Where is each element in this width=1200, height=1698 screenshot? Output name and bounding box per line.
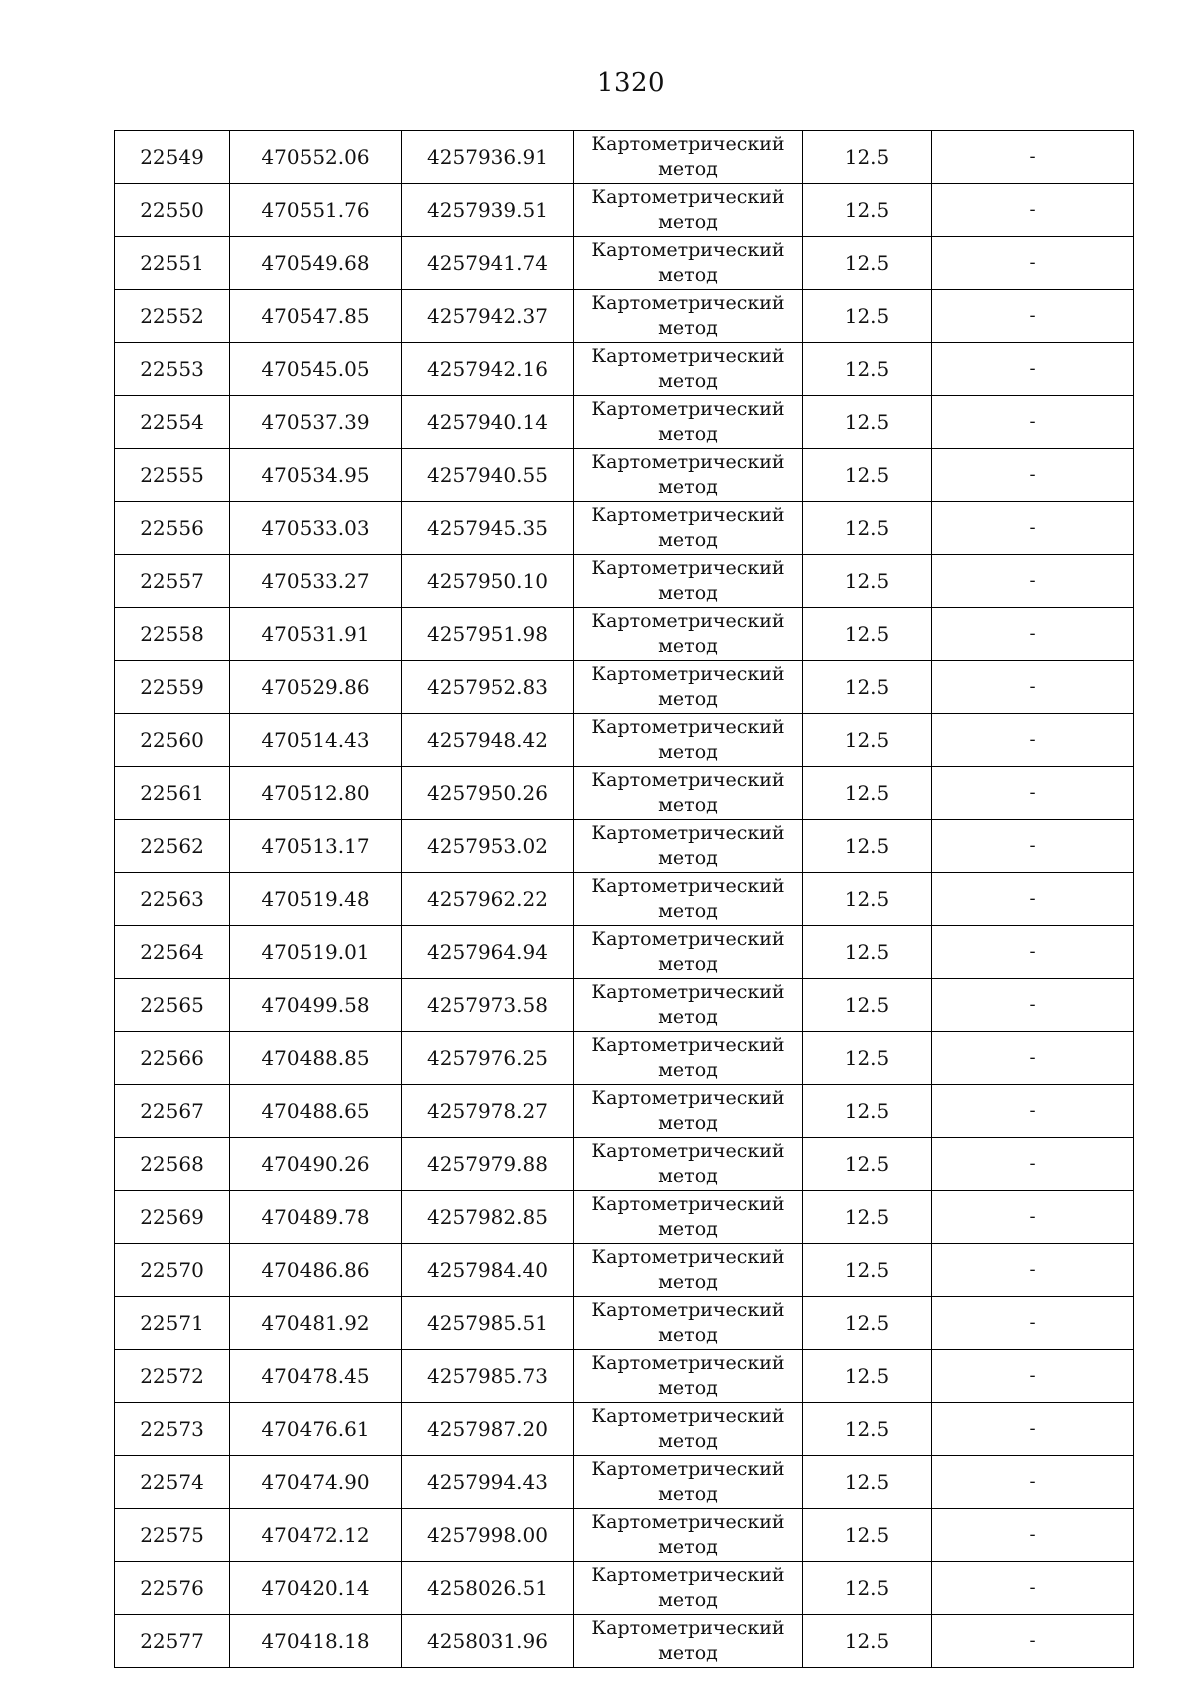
x-coordinate-cell: 470499.58 <box>230 979 402 1032</box>
y-coordinate-cell: 4257976.25 <box>402 1032 574 1085</box>
y-coordinate-cell: 4257952.83 <box>402 661 574 714</box>
point-number-cell: 22549 <box>115 131 230 184</box>
point-number-cell: 22576 <box>115 1562 230 1615</box>
point-number-cell: 22553 <box>115 343 230 396</box>
method-line-1: Картометрический <box>591 1087 785 1109</box>
note-cell: - <box>932 979 1134 1032</box>
method-line-2: метод <box>658 1642 718 1664</box>
accuracy-cell: 12.5 <box>803 1191 932 1244</box>
method-line-2: метод <box>658 1006 718 1028</box>
method-line-1: Картометрический <box>591 610 785 632</box>
method-line-2: метод <box>658 1536 718 1558</box>
method-line-2: метод <box>658 582 718 604</box>
method-line-2: метод <box>658 423 718 445</box>
method-cell <box>574 767 803 820</box>
point-number-cell: 22561 <box>115 767 230 820</box>
method-line-2: метод <box>658 688 718 710</box>
point-number-cell: 22559 <box>115 661 230 714</box>
point-number-cell: 22564 <box>115 926 230 979</box>
accuracy-cell: 12.5 <box>803 1350 932 1403</box>
note-cell: - <box>932 1191 1134 1244</box>
method-cell <box>574 820 803 873</box>
note-cell: - <box>932 661 1134 714</box>
accuracy-cell: 12.5 <box>803 237 932 290</box>
table-row <box>115 714 1134 767</box>
method-line-2: метод <box>658 1483 718 1505</box>
x-coordinate-cell: 470533.03 <box>230 502 402 555</box>
table-row <box>115 290 1134 343</box>
point-number-cell: 22552 <box>115 290 230 343</box>
note-cell: - <box>932 237 1134 290</box>
method-cell <box>574 396 803 449</box>
y-coordinate-cell: 4257973.58 <box>402 979 574 1032</box>
point-number-cell: 22569 <box>115 1191 230 1244</box>
table-row <box>115 131 1134 184</box>
x-coordinate-cell: 470551.76 <box>230 184 402 237</box>
point-number-cell: 22568 <box>115 1138 230 1191</box>
table-row <box>115 343 1134 396</box>
note-cell: - <box>932 1244 1134 1297</box>
method-line-1: Картометрический <box>591 875 785 897</box>
accuracy-cell: 12.5 <box>803 343 932 396</box>
method-cell <box>574 1138 803 1191</box>
method-line-1: Картометрический <box>591 398 785 420</box>
method-line-2: метод <box>658 317 718 339</box>
method-line-1: Картометрический <box>591 1246 785 1268</box>
method-line-2: метод <box>658 1271 718 1293</box>
table-row <box>115 1350 1134 1403</box>
method-line-2: метод <box>658 1430 718 1452</box>
accuracy-cell: 12.5 <box>803 979 932 1032</box>
accuracy-cell: 12.5 <box>803 449 932 502</box>
method-cell <box>574 1456 803 1509</box>
y-coordinate-cell: 4257984.40 <box>402 1244 574 1297</box>
x-coordinate-cell: 470488.85 <box>230 1032 402 1085</box>
method-cell <box>574 661 803 714</box>
x-coordinate-cell: 470420.14 <box>230 1562 402 1615</box>
method-line-2: метод <box>658 1112 718 1134</box>
accuracy-cell: 12.5 <box>803 714 932 767</box>
method-line-1: Картометрический <box>591 1617 785 1639</box>
method-cell <box>574 1350 803 1403</box>
method-cell <box>574 1085 803 1138</box>
y-coordinate-cell: 4257939.51 <box>402 184 574 237</box>
note-cell: - <box>932 767 1134 820</box>
method-line-2: метод <box>658 953 718 975</box>
y-coordinate-cell: 4257942.16 <box>402 343 574 396</box>
x-coordinate-cell: 470537.39 <box>230 396 402 449</box>
point-number-cell: 22557 <box>115 555 230 608</box>
y-coordinate-cell: 4257994.43 <box>402 1456 574 1509</box>
point-number-cell: 22565 <box>115 979 230 1032</box>
x-coordinate-cell: 470418.18 <box>230 1615 402 1668</box>
accuracy-cell: 12.5 <box>803 608 932 661</box>
method-line-2: метод <box>658 264 718 286</box>
note-cell: - <box>932 1138 1134 1191</box>
method-cell <box>574 979 803 1032</box>
x-coordinate-cell: 470529.86 <box>230 661 402 714</box>
method-line-1: Картометрический <box>591 663 785 685</box>
y-coordinate-cell: 4257979.88 <box>402 1138 574 1191</box>
table-row <box>115 1191 1134 1244</box>
accuracy-cell: 12.5 <box>803 184 932 237</box>
x-coordinate-cell: 470476.61 <box>230 1403 402 1456</box>
x-coordinate-cell: 470488.65 <box>230 1085 402 1138</box>
x-coordinate-cell: 470519.01 <box>230 926 402 979</box>
table-row <box>115 820 1134 873</box>
method-line-2: метод <box>658 1218 718 1240</box>
point-number-cell: 22551 <box>115 237 230 290</box>
point-number-cell: 22554 <box>115 396 230 449</box>
note-cell: - <box>932 502 1134 555</box>
accuracy-cell: 12.5 <box>803 502 932 555</box>
table-row <box>115 661 1134 714</box>
table-row <box>115 502 1134 555</box>
y-coordinate-cell: 4257998.00 <box>402 1509 574 1562</box>
y-coordinate-cell: 4257962.22 <box>402 873 574 926</box>
method-line-1: Картометрический <box>591 769 785 791</box>
table-row <box>115 873 1134 926</box>
method-cell <box>574 1403 803 1456</box>
x-coordinate-cell: 470531.91 <box>230 608 402 661</box>
accuracy-cell: 12.5 <box>803 1509 932 1562</box>
y-coordinate-cell: 4257978.27 <box>402 1085 574 1138</box>
x-coordinate-cell: 470478.45 <box>230 1350 402 1403</box>
accuracy-cell: 12.5 <box>803 873 932 926</box>
note-cell: - <box>932 1085 1134 1138</box>
method-line-1: Картометрический <box>591 1193 785 1215</box>
note-cell: - <box>932 131 1134 184</box>
x-coordinate-cell: 470514.43 <box>230 714 402 767</box>
point-number-cell: 22571 <box>115 1297 230 1350</box>
x-coordinate-cell: 470486.86 <box>230 1244 402 1297</box>
table-row <box>115 1032 1134 1085</box>
x-coordinate-cell: 470545.05 <box>230 343 402 396</box>
note-cell: - <box>932 1403 1134 1456</box>
table-row <box>115 1509 1134 1562</box>
method-line-1: Картометрический <box>591 1299 785 1321</box>
point-number-cell: 22556 <box>115 502 230 555</box>
accuracy-cell: 12.5 <box>803 1297 932 1350</box>
note-cell: - <box>932 396 1134 449</box>
accuracy-cell: 12.5 <box>803 767 932 820</box>
table-row <box>115 1244 1134 1297</box>
y-coordinate-cell: 4258026.51 <box>402 1562 574 1615</box>
y-coordinate-cell: 4257982.85 <box>402 1191 574 1244</box>
point-number-cell: 22572 <box>115 1350 230 1403</box>
method-line-1: Картометрический <box>591 1511 785 1533</box>
y-coordinate-cell: 4257940.55 <box>402 449 574 502</box>
method-line-1: Картометрический <box>591 133 785 155</box>
table-row <box>115 396 1134 449</box>
method-cell <box>574 555 803 608</box>
accuracy-cell: 12.5 <box>803 1403 932 1456</box>
y-coordinate-cell: 4257985.73 <box>402 1350 574 1403</box>
table-row <box>115 926 1134 979</box>
x-coordinate-cell: 470549.68 <box>230 237 402 290</box>
page-number: 1320 <box>596 68 666 98</box>
method-line-2: метод <box>658 370 718 392</box>
x-coordinate-cell: 470547.85 <box>230 290 402 343</box>
x-coordinate-cell: 470534.95 <box>230 449 402 502</box>
x-coordinate-cell: 470533.27 <box>230 555 402 608</box>
accuracy-cell: 12.5 <box>803 1085 932 1138</box>
x-coordinate-cell: 470472.12 <box>230 1509 402 1562</box>
accuracy-cell: 12.5 <box>803 396 932 449</box>
x-coordinate-cell: 470552.06 <box>230 131 402 184</box>
method-line-2: метод <box>658 1589 718 1611</box>
table-row <box>115 1562 1134 1615</box>
method-line-1: Картометрический <box>591 1458 785 1480</box>
method-line-1: Картометрический <box>591 504 785 526</box>
table-row <box>115 1615 1134 1668</box>
y-coordinate-cell: 4257985.51 <box>402 1297 574 1350</box>
note-cell: - <box>932 608 1134 661</box>
point-number-cell: 22566 <box>115 1032 230 1085</box>
point-number-cell: 22573 <box>115 1403 230 1456</box>
method-cell <box>574 714 803 767</box>
note-cell: - <box>932 343 1134 396</box>
x-coordinate-cell: 470489.78 <box>230 1191 402 1244</box>
method-cell <box>574 290 803 343</box>
method-line-1: Картометрический <box>591 186 785 208</box>
y-coordinate-cell: 4257987.20 <box>402 1403 574 1456</box>
method-cell <box>574 184 803 237</box>
method-line-2: метод <box>658 794 718 816</box>
point-number-cell: 22550 <box>115 184 230 237</box>
method-cell <box>574 1191 803 1244</box>
point-number-cell: 22555 <box>115 449 230 502</box>
method-line-1: Картометрический <box>591 1564 785 1586</box>
method-cell <box>574 873 803 926</box>
y-coordinate-cell: 4258031.96 <box>402 1615 574 1668</box>
point-number-cell: 22563 <box>115 873 230 926</box>
method-line-2: метод <box>658 635 718 657</box>
note-cell: - <box>932 290 1134 343</box>
x-coordinate-cell: 470519.48 <box>230 873 402 926</box>
point-number-cell: 22560 <box>115 714 230 767</box>
table-row <box>115 608 1134 661</box>
method-line-1: Картометрический <box>591 1405 785 1427</box>
method-cell <box>574 502 803 555</box>
x-coordinate-cell: 470513.17 <box>230 820 402 873</box>
method-cell <box>574 237 803 290</box>
y-coordinate-cell: 4257942.37 <box>402 290 574 343</box>
accuracy-cell: 12.5 <box>803 1138 932 1191</box>
note-cell: - <box>932 1032 1134 1085</box>
table-row <box>115 1085 1134 1138</box>
method-line-2: метод <box>658 211 718 233</box>
note-cell: - <box>932 926 1134 979</box>
method-line-2: метод <box>658 741 718 763</box>
method-cell <box>574 926 803 979</box>
table-row <box>115 979 1134 1032</box>
accuracy-cell: 12.5 <box>803 131 932 184</box>
accuracy-cell: 12.5 <box>803 926 932 979</box>
note-cell: - <box>932 1350 1134 1403</box>
method-line-1: Картометрический <box>591 822 785 844</box>
table-row <box>115 1297 1134 1350</box>
point-number-cell: 22567 <box>115 1085 230 1138</box>
method-cell <box>574 608 803 661</box>
y-coordinate-cell: 4257951.98 <box>402 608 574 661</box>
coordinates-table <box>114 130 1134 1668</box>
method-line-2: метод <box>658 900 718 922</box>
y-coordinate-cell: 4257964.94 <box>402 926 574 979</box>
method-line-1: Картометрический <box>591 345 785 367</box>
note-cell: - <box>932 1615 1134 1668</box>
table-row <box>115 184 1134 237</box>
accuracy-cell: 12.5 <box>803 290 932 343</box>
note-cell: - <box>932 184 1134 237</box>
point-number-cell: 22558 <box>115 608 230 661</box>
x-coordinate-cell: 470490.26 <box>230 1138 402 1191</box>
method-cell <box>574 131 803 184</box>
note-cell: - <box>932 1456 1134 1509</box>
accuracy-cell: 12.5 <box>803 1562 932 1615</box>
y-coordinate-cell: 4257945.35 <box>402 502 574 555</box>
accuracy-cell: 12.5 <box>803 1615 932 1668</box>
method-cell <box>574 1562 803 1615</box>
point-number-cell: 22577 <box>115 1615 230 1668</box>
table-row <box>115 555 1134 608</box>
method-line-1: Картометрический <box>591 1352 785 1374</box>
accuracy-cell: 12.5 <box>803 1456 932 1509</box>
method-cell <box>574 1244 803 1297</box>
y-coordinate-cell: 4257950.10 <box>402 555 574 608</box>
point-number-cell: 22575 <box>115 1509 230 1562</box>
table-row <box>115 1138 1134 1191</box>
note-cell: - <box>932 555 1134 608</box>
note-cell: - <box>932 449 1134 502</box>
method-cell <box>574 1509 803 1562</box>
y-coordinate-cell: 4257948.42 <box>402 714 574 767</box>
method-cell <box>574 343 803 396</box>
table-row <box>115 237 1134 290</box>
y-coordinate-cell: 4257950.26 <box>402 767 574 820</box>
note-cell: - <box>932 1562 1134 1615</box>
y-coordinate-cell: 4257953.02 <box>402 820 574 873</box>
y-coordinate-cell: 4257940.14 <box>402 396 574 449</box>
method-line-1: Картометрический <box>591 716 785 738</box>
method-line-2: метод <box>658 847 718 869</box>
point-number-cell: 22574 <box>115 1456 230 1509</box>
table-row <box>115 767 1134 820</box>
x-coordinate-cell: 470474.90 <box>230 1456 402 1509</box>
accuracy-cell: 12.5 <box>803 1244 932 1297</box>
table-row <box>115 1456 1134 1509</box>
accuracy-cell: 12.5 <box>803 555 932 608</box>
method-line-1: Картометрический <box>591 981 785 1003</box>
method-line-2: метод <box>658 1059 718 1081</box>
table-body <box>115 131 1134 1668</box>
method-line-2: метод <box>658 529 718 551</box>
point-number-cell: 22570 <box>115 1244 230 1297</box>
method-cell <box>574 1297 803 1350</box>
method-line-1: Картометрический <box>591 1034 785 1056</box>
note-cell: - <box>932 1297 1134 1350</box>
method-line-2: метод <box>658 476 718 498</box>
accuracy-cell: 12.5 <box>803 820 932 873</box>
table-row <box>115 1403 1134 1456</box>
method-line-2: метод <box>658 1165 718 1187</box>
note-cell: - <box>932 873 1134 926</box>
accuracy-cell: 12.5 <box>803 661 932 714</box>
accuracy-cell: 12.5 <box>803 1032 932 1085</box>
method-line-2: метод <box>658 1324 718 1346</box>
method-line-1: Картометрический <box>591 1140 785 1162</box>
note-cell: - <box>932 1509 1134 1562</box>
method-line-1: Картометрический <box>591 451 785 473</box>
note-cell: - <box>932 714 1134 767</box>
note-cell: - <box>932 820 1134 873</box>
table-row <box>115 449 1134 502</box>
method-line-1: Картометрический <box>591 928 785 950</box>
x-coordinate-cell: 470512.80 <box>230 767 402 820</box>
method-line-1: Картометрический <box>591 292 785 314</box>
method-line-2: метод <box>658 1377 718 1399</box>
method-cell <box>574 449 803 502</box>
x-coordinate-cell: 470481.92 <box>230 1297 402 1350</box>
method-cell <box>574 1615 803 1668</box>
y-coordinate-cell: 4257941.74 <box>402 237 574 290</box>
method-line-1: Картометрический <box>591 239 785 261</box>
y-coordinate-cell: 4257936.91 <box>402 131 574 184</box>
method-line-2: метод <box>658 158 718 180</box>
point-number-cell: 22562 <box>115 820 230 873</box>
method-line-1: Картометрический <box>591 557 785 579</box>
method-cell <box>574 1032 803 1085</box>
